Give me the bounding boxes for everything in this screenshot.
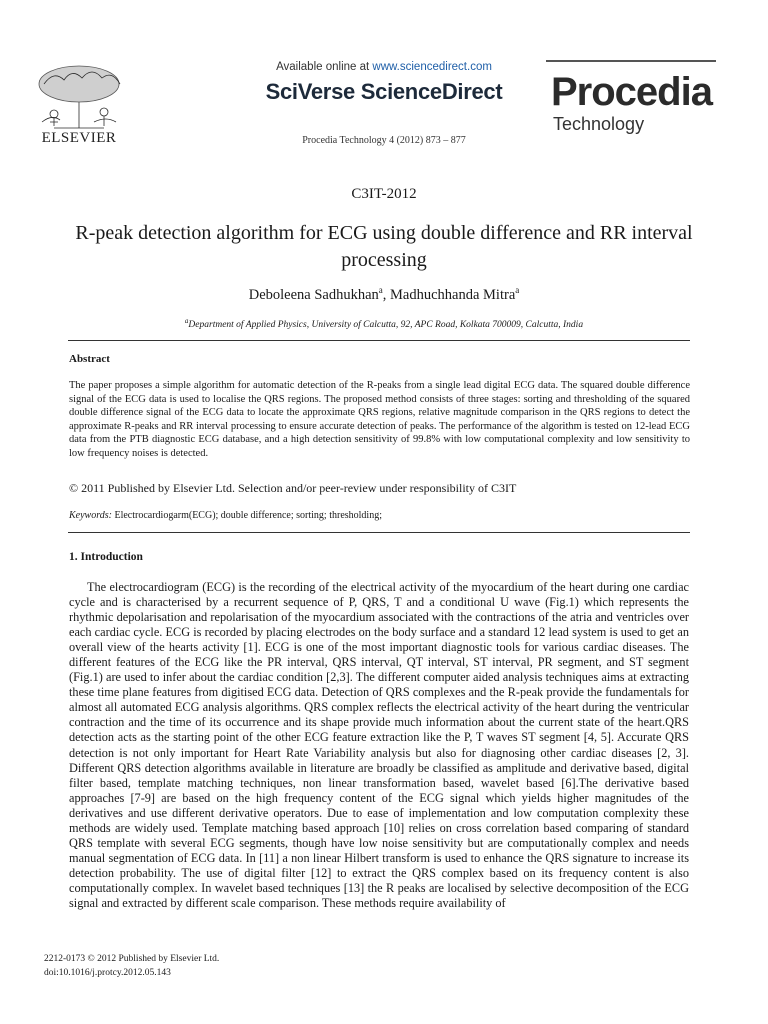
keywords-text: Electrocardiogarm(ECG); double difference; sorting; thresholding; bbox=[111, 510, 382, 521]
abstract-bottom-rule bbox=[68, 532, 690, 533]
section-heading: 1. Introduction bbox=[69, 551, 143, 563]
footer-issn: 2212-0173 © 2012 Published by Elsevier Ltd. bbox=[44, 954, 220, 964]
affiliation bbox=[0, 317, 768, 330]
abstract-top-rule bbox=[68, 340, 690, 341]
sciverse-logo: SciVerse ScienceDirect bbox=[265, 79, 503, 104]
affiliation-text: Department of Applied Physics, University of Calcutta, 92, APC Road, Kolkata 700009, Calcutta, India bbox=[188, 320, 584, 331]
affiliation-mark: a bbox=[184, 317, 189, 325]
introduction-paragraph: The electrocardiogram (ECG) is the recording of the electrical activity of the myocardium of the heart during one cardiac cycle and is characterised by a recurrent sequence of P, QRS, T and a conditional U wave (Fig.1) which represents the rhythmic depolarisation and repolarisation of the myocardium associated with the contractions of the atria and ventricles over each cardiac cycle. ECG is recorded by placing electrodes on the body surface and a standard 12 lead system is used to get an overall view of the hearts activity [1]. ECG is one of the most important diagnostic tools for various cardiac diseases. The different features of the ECG like the PR interval, QRS interval, QT interval, ST interval, PR segment, and ST segment (Fig.1) are used to infer about the cardiac condition [2,3]. The different computer aided analysis techniques aims at extracting these time plane features from digitised ECG data. Detection of QRS complexes and the R-peak provide the fundamentals for almost all automated ECG analysis algorithms. QRS complex reflects the electrical activity of the heart during the ventricular contraction and the time of its occurrence and its shape provide much information about the current state of the heart.QRS detection acts as the starting point of the other ECG feature extraction like the P, T waves ST segment [4, 5]. Accurate QRS detection is not only important for Heart Rate Variability analysis but also for diagnosing other cardiac diseases [2, 3]. Different QRS detection algorithms available in literature are broadly be classified as amplitude and derivative based, digital filter based, template matching techniques, non linear transformation based, wavelet based [6].The derivative based approaches [7-9] are based on the high frequency content of the ECG signal which yields higher magnitudes of the derivatives and use different derivative operators. Due to ease of implementation and low computation complexity these methods are widely used. Template matching based approach [10] relies on cross correlation based comparing of standard QRS template with several ECG segments, though have low noise sensitivity but are computationally complex and needs manual segmentation of ECG data. In [11] a non linear Hilbert transform is used to enhance the QRS signature to increase its detection probability. The use of digital filter [12] to extract the QRS complex based on its frequency content is also computationally complex. In wavelet based techniques [13] the R peaks are localised by selective decomposition of the ECG signal and extracted by different scale comparison. These methods require availability of bbox=[69, 580, 689, 910]
journal-citation: Procedia Technology 4 (2012) 873 – 877 bbox=[302, 135, 466, 146]
conference-name: C3IT-2012 bbox=[351, 186, 417, 202]
sciencedirect-link[interactable]: www.sciencedirect.com bbox=[372, 61, 492, 73]
availability-prefix: Available online at bbox=[276, 61, 373, 73]
keywords-label: Keywords: bbox=[69, 510, 112, 521]
procedia-logo: Procedia bbox=[551, 70, 712, 114]
abstract-text: The paper proposes a simple algorithm for automatic detection of the R-peaks from a single lead digital ECG data. The squared double difference signal of the ECG data is used to localise the QRS regions. The proposed method consists of three stages: sorting and thresholding of the squared double difference signal of the ECG data to locate the approximate QRS regions, relative magnitude comparison in the QRS regions to detect the approximate R-peaks and RR interval processing to ensure accurate detection of peaks. The performance of the algorithm is tested on 12-lead ECG data from the PTB diagnostic ECG database, and a high detection sensitivity of 99.8% with low computational complexity and low sensitivity to low frequency noises is detected. bbox=[69, 380, 690, 459]
footer-doi[interactable]: doi:10.1016/j.protcy.2012.05.143 bbox=[44, 968, 171, 978]
author-affil-mark: a bbox=[378, 285, 383, 295]
author-separator: , bbox=[382, 286, 391, 303]
procedia-logo-subtitle: Technology bbox=[553, 114, 645, 134]
abstract-heading: Abstract bbox=[69, 353, 110, 365]
paper-title: R-peak detection algorithm for ECG using double difference and RR interval processing bbox=[75, 222, 693, 271]
copyright-line: © 2011 Published by Elsevier Ltd. Selection and/or peer-review under responsibility of C3IT bbox=[69, 481, 517, 495]
elsevier-logo-text: ELSEVIER bbox=[41, 130, 117, 146]
procedia-logo-rule bbox=[546, 60, 716, 62]
author-affil-mark: a bbox=[515, 285, 520, 295]
author-name: Madhuchhanda Mitra bbox=[390, 286, 516, 303]
author-name: Deboleena Sadhukhan bbox=[248, 286, 379, 303]
introduction-body bbox=[69, 580, 689, 911]
author-list bbox=[0, 285, 768, 304]
keywords bbox=[69, 510, 382, 521]
